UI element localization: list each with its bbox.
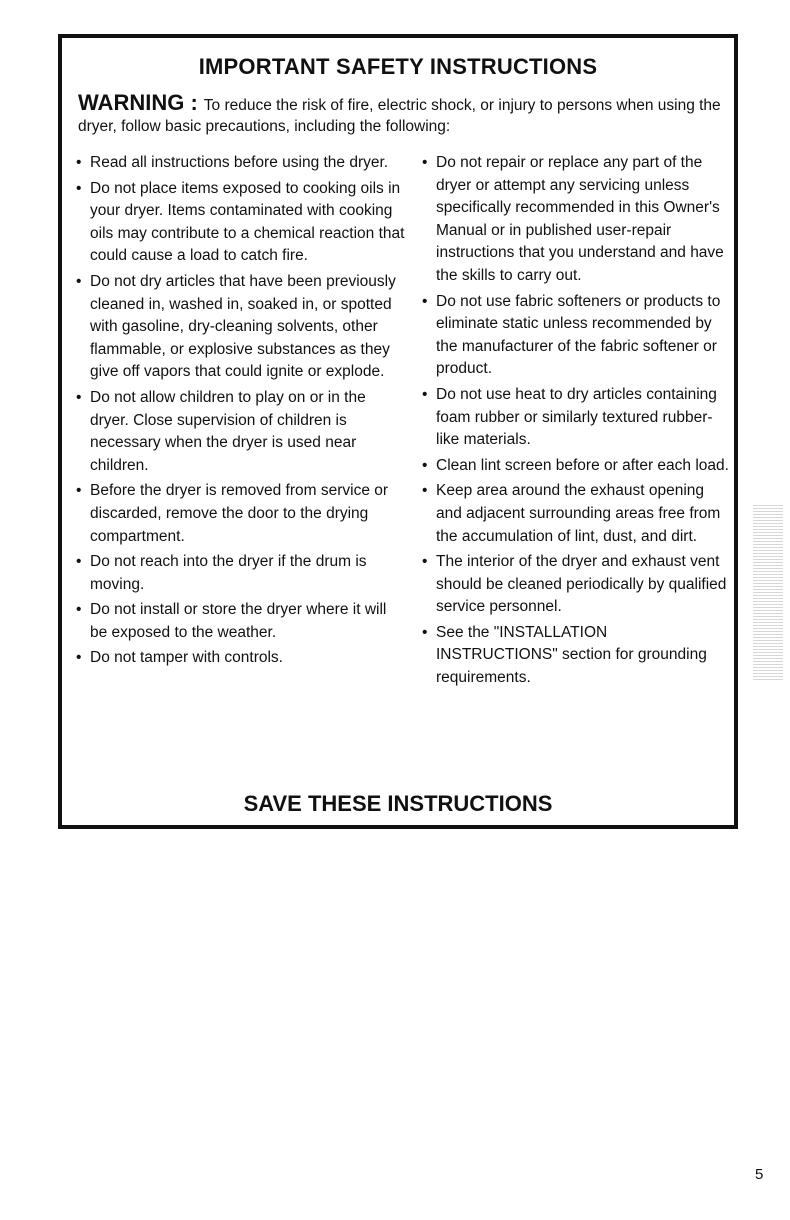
safety-instructions-box: [58, 34, 738, 829]
warning-intro: [78, 92, 724, 137]
list-item: • Do not reach into the dryer if the drum is moving.: [76, 551, 406, 596]
english-side-tab: [753, 505, 783, 680]
list-item: • Do not dry articles that have been previously cleaned in, washed in, soaked in, or spotted with gasoline, dry-cleaning solvents, other flammable, or explosive substances as they give off vapors that could ignite or explode.: [76, 271, 406, 384]
save-instructions-footer: SAVE THESE INSTRUCTIONS: [243, 791, 553, 816]
list-item: • Do not use heat to dry articles containing foam rubber or similarly textured rubber-like materials.: [422, 384, 732, 452]
warning-text: To reduce the risk of fire, electric shock, or injury to persons when using the dryer, follow basic precautions, including the following:: [78, 97, 721, 135]
list-item: • Read all instructions before using the dryer.: [76, 152, 406, 175]
right-instructions-list: [422, 152, 732, 693]
list-item: • The interior of the dryer and exhaust vent should be cleaned periodically by qualified service personnel.: [422, 551, 732, 619]
list-item: • Clean lint screen before or after each load.: [422, 455, 732, 478]
list-item: • Do not install or store the dryer where it will be exposed to the weather.: [76, 599, 406, 644]
list-item: • Do not use fabric softeners or products to eliminate static unless recommended by the manufacturer of the fabric softener or product.: [422, 291, 732, 381]
list-item: • Do not tamper with controls.: [76, 647, 406, 670]
list-item: • Do not allow children to play on or in the dryer. Close supervision of children is necessary when the dryer is used near children.: [76, 387, 406, 477]
list-item: • Keep area around the exhaust opening and adjacent surrounding areas free from the accumulation of lint, dust, and dirt.: [422, 480, 732, 548]
list-item: • See the "INSTALLATION INSTRUCTIONS" section for grounding requirements.: [422, 622, 732, 690]
page-title: IMPORTANT SAFETY INSTRUCTIONS: [198, 54, 598, 79]
list-item: • Do not place items exposed to cooking oils in your dryer. Items contaminated with cooking oils may contribute to a chemical reaction that could cause a load to catch fire.: [76, 178, 406, 268]
left-instructions-list: [76, 152, 406, 673]
warning-label: WARNING :: [78, 90, 198, 115]
list-item: • Do not repair or replace any part of the dryer or attempt any servicing unless specifically recommended in this Owner's Manual or in published user-repair instructions that you understand and have the skills to carry out.: [422, 152, 732, 288]
list-item: • Before the dryer is removed from service or discarded, remove the door to the drying compartment.: [76, 480, 406, 548]
page-number: 5: [755, 1166, 764, 1183]
